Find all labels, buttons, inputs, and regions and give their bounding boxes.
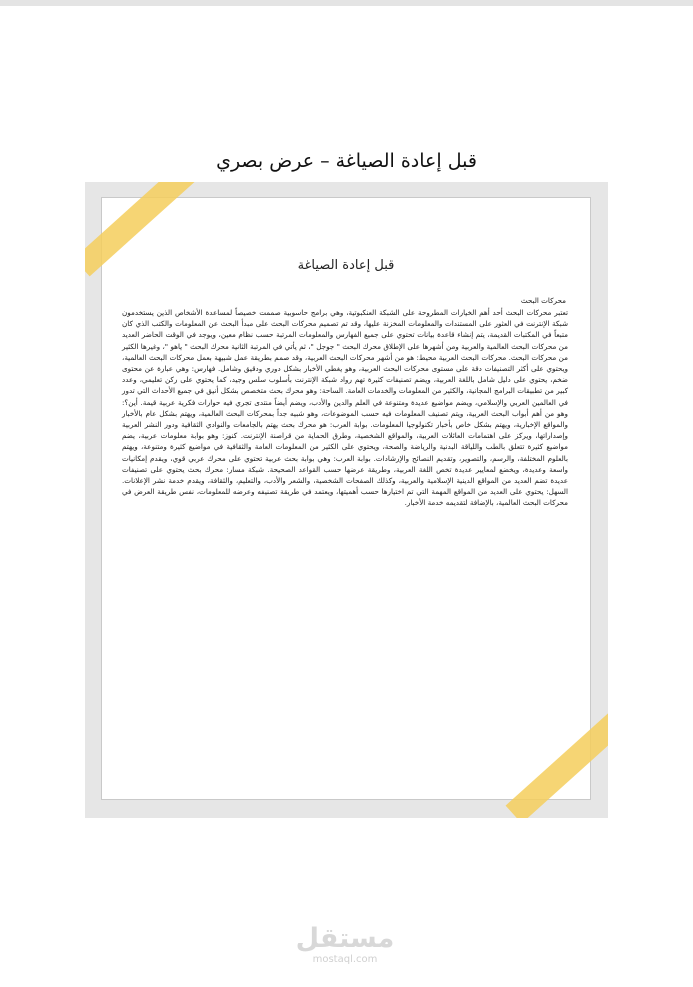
top-bar (0, 0, 693, 6)
tape-strip-top-left (85, 182, 197, 276)
document-subtitle: محركات البحث (520, 296, 566, 305)
document-body-text: تعتبر محركات البحث أحد أهم الخيارات المطروحة على الشبكة العنكبوتية، وهي برامج حاسوبية صممت خصيصاً لمساعدة الأشخاص الذين يستخدمون شبكة الإنترنت في العثور على المستندات والمعلومات المخزنة عليها، وقد تم تصميم محركات البحث على مبدأ البحث عن المعلومات والكتب الذي كان متبعاً في المكتبات القديمة، يتم إنشاء قاعدة بيانات تحتوي على جميع الفهارس والمعلومات المرتبة حسب نظام معين، ويوجد في الوقت الحاضر العديد من محركات البحث العالمية والعربية ومن أشهرها على الإطلاق محرك البحث " جوجل "، ثم يأتي في المرتبة الثانية محرك البحث " ياهو "، وغيرها الكثير من محركات البحث. محركات البحث العربية محيط: هو من أشهر محركات البحث العربية، وقد صمم بطريقة عمل شبيهة بعمل محركات البحث العالمية، ويحتوي على أكثر التصنيفات دقة على مستوى محركات البحث العربية، وهو يغطي الأخبار بشكل دوري ودقيق وشامل. فهارس: وهي عبارة عن محتوى ضخم، يحتوي على دليل شامل باللغة العربية، ويضم تصنيفات كثيرة تهم رواد شبكة الإنترنت بأسلوب سلس وجيد، كما يحتوي على ركن تعليمي، وعدد كبير من تطبيقات البرامج المجانية، والكثير من المعلومات والخدمات العامة. الساحة: وهو محرك بحث متخصص بشكل أنيق في جميع الأحداث التي تدور في العالمين العربي والإسلامي، ويضم مواضيع عديدة ومتنوعة في العلم والدين والأدب، ويضم أيضاً منتدى تجري فيه حوارات فكرية عربية قيمة. أين؟: وهو من أهم أبواب البحث العربية، ويتم تصنيف المعلومات فيه حسب الموضوعات، وهو شبيه جداً بمحركات البحث العالمية، ويهتم بشكل عام بالأخبار والمواقع الإخبارية، ويهتم بشكل خاص بأخبار تكنولوجيا المعلومات. بوابة العرب: هو محرك بحث يهتم بالجامعات والنوادي الثقافية ودور النشر العربية وإصداراتها، ويركز على اهتمامات العائلات العربية، والمواقع الشخصية، وطرق الحماية من قراصنة الإنترنت. كنوز: وهو بوابة معلومات عربية، يضم مواضيع كثيرة تتعلق بالطب واللياقة البدنية والرياضة والصحة، ويحتوي على الكثير من المعلومات العامة والثقافية في مواضيع كثيرة ومتنوعة، ويهتم بالعلوم المختلفة، والرسم، والتصوير، وتقديم النصائح والإرشادات. بوابة العرب: وهي بوابة بحث عربية تحتوي على محرك عربي قوي، ويقدم إمكانيات واسعة وعديدة، ويخضع لمعايير عديدة تخص اللغة العربية، وطريقة عرضها حسب القواعد الصحيحة. شبكة مسار: محرك بحث يحتوي على تصنيفات عديدة تضم العديد من المواقع الدينية الإسلامية والعربية، وكذلك الصفحات الشخصية، والشعر والأدب، والتعليم، والثقافة، ويقدم خدمة نشر الإعلانات. السهل: يحتوي على العديد من المواقع المهمة التي تم اختيارها حسب أهميتها، ويعتمد في طريقة تصنيفه وعرضه للمعلومات، نفس طريقة العرض في محركات البحث العالمية، بالإضافة لتقديمه خدمة الأخبار. (122, 308, 568, 508)
watermark-logo: مستقل (295, 923, 395, 954)
document-title: قبل إعادة الصياغة (297, 258, 395, 273)
watermark-url: mostaql.com (312, 954, 378, 965)
document-preview-frame (85, 182, 608, 818)
page-heading: قبل إعادة الصياغة – عرض بصري (216, 150, 477, 172)
tape-layer (85, 182, 608, 818)
mostaql-watermark (285, 924, 405, 966)
tape-strip-bottom-right (506, 709, 608, 818)
